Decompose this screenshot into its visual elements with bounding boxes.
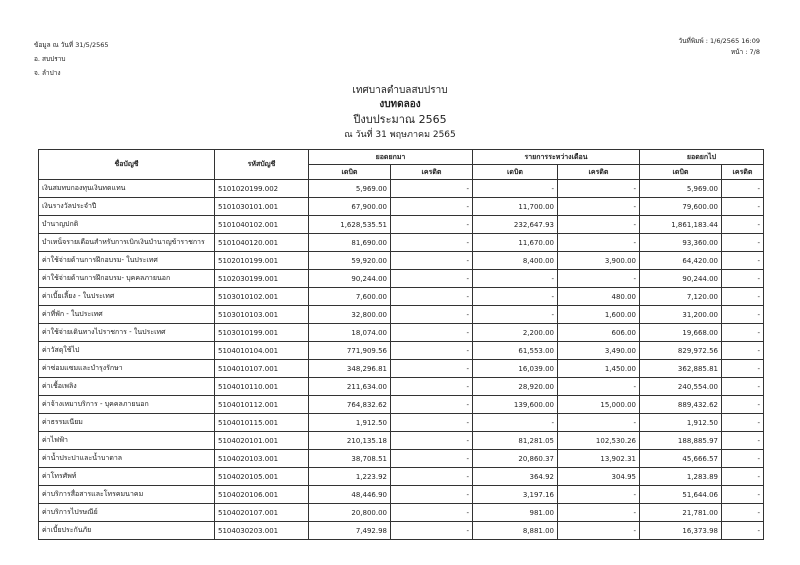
cell-account-name: ค่าเบี้ยเลี้ยง - ในประเทศ [39, 288, 215, 306]
table-row [39, 396, 764, 414]
cell-account-code: 5102010199.001 [215, 252, 309, 270]
cell-during-debit: 28,920.00 [473, 378, 558, 396]
cell-account-code: 5104010110.001 [215, 378, 309, 396]
cell-account-name: ค่าเชื้อเพลิง [39, 378, 215, 396]
cell-closing-credit: - [722, 504, 764, 522]
cell-during-debit: 81,281.05 [473, 432, 558, 450]
cell-during-credit: - [558, 378, 640, 396]
cell-closing-debit: 64,420.00 [640, 252, 722, 270]
cell-closing-debit: 5,969.00 [640, 180, 722, 198]
cell-opening-credit: - [391, 486, 473, 504]
cell-during-credit: - [558, 504, 640, 522]
cell-closing-credit: - [722, 306, 764, 324]
cell-during-debit: 8,881.00 [473, 522, 558, 540]
cell-account-name: ค่าจ้างเหมาบริการ - บุคคลภายนอก [39, 396, 215, 414]
cell-closing-debit: 1,283.89 [640, 468, 722, 486]
cell-opening-credit: - [391, 432, 473, 450]
page-number: หน้า : 7/8 [730, 48, 760, 56]
cell-closing-debit: 31,200.00 [640, 306, 722, 324]
cell-closing-credit: - [722, 198, 764, 216]
cell-during-credit: 1,450.00 [558, 360, 640, 378]
cell-account-name: ค่าธรรมเนียม [39, 414, 215, 432]
cell-opening-credit: - [391, 198, 473, 216]
col-during-credit: เครดิต [558, 165, 640, 180]
cell-account-name: ค่าน้ำประปาและน้ำบาดาล [39, 450, 215, 468]
cell-opening-credit: - [391, 252, 473, 270]
cell-account-name: ค่าไฟฟ้า [39, 432, 215, 450]
cell-account-name: ค่าใช้จ่ายด้านการฝึกอบรม- ในประเทศ [39, 252, 215, 270]
cell-opening-credit: - [391, 180, 473, 198]
cell-closing-debit: 16,373.98 [640, 522, 722, 540]
col-closing-credit: เครดิต [722, 165, 764, 180]
cell-closing-credit: - [722, 342, 764, 360]
cell-closing-credit: - [722, 270, 764, 288]
cell-closing-debit: 188,885.97 [640, 432, 722, 450]
cell-closing-credit: - [722, 288, 764, 306]
cell-account-code: 5104030203.001 [215, 522, 309, 540]
cell-closing-debit: 1,912.50 [640, 414, 722, 432]
table-row [39, 432, 764, 450]
cell-during-credit: 304.95 [558, 468, 640, 486]
cell-opening-debit: 348,296.81 [309, 360, 391, 378]
cell-closing-debit: 362,885.81 [640, 360, 722, 378]
district: อ. สบปราบ [34, 55, 66, 63]
table-row [39, 180, 764, 198]
cell-account-name: ค่าบริการสื่อสารและโทรคมนาคม [39, 486, 215, 504]
table-row [39, 378, 764, 396]
cell-account-code: 5104010104.001 [215, 342, 309, 360]
cell-account-code: 5104020105.001 [215, 468, 309, 486]
cell-opening-debit: 1,223.92 [309, 468, 391, 486]
table-row [39, 468, 764, 486]
cell-closing-debit: 90,244.00 [640, 270, 722, 288]
cell-closing-credit: - [722, 324, 764, 342]
cell-during-credit: 3,900.00 [558, 252, 640, 270]
cell-opening-debit: 211,634.00 [309, 378, 391, 396]
table-row [39, 270, 764, 288]
cell-opening-debit: 1,912.50 [309, 414, 391, 432]
cell-account-code: 5103010102.001 [215, 288, 309, 306]
col-opening-debit: เดบิต [309, 165, 391, 180]
cell-during-credit: - [558, 522, 640, 540]
cell-account-name: ค่าที่พัก - ในประเทศ [39, 306, 215, 324]
table-row [39, 522, 764, 540]
cell-closing-credit: - [722, 414, 764, 432]
cell-opening-credit: - [391, 288, 473, 306]
cell-account-name: ค่าใช้จ่ายด้านการฝึกอบรม- บุคคลภายนอก [39, 270, 215, 288]
cell-account-code: 5101020199.002 [215, 180, 309, 198]
cell-closing-credit: - [722, 396, 764, 414]
cell-opening-credit: - [391, 450, 473, 468]
cell-account-code: 5101030101.001 [215, 198, 309, 216]
cell-opening-debit: 5,969.00 [309, 180, 391, 198]
cell-account-name: ค่าโทรศัพท์ [39, 468, 215, 486]
cell-opening-credit: - [391, 360, 473, 378]
col-during-debit: เดบิต [473, 165, 558, 180]
cell-during-debit: 11,670.00 [473, 234, 558, 252]
col-closing-debit: เดบิต [640, 165, 722, 180]
cell-opening-credit: - [391, 324, 473, 342]
cell-during-debit: 981.00 [473, 504, 558, 522]
col-account-code: รหัสบัญชี [215, 150, 309, 180]
col-account-name: ชื่อบัญชี [39, 150, 215, 180]
cell-during-debit: 11,700.00 [473, 198, 558, 216]
cell-account-name: ค่าบริการไปรษณีย์ [39, 504, 215, 522]
cell-account-name: ค่าเบี้ยประกันภัย [39, 522, 215, 540]
table-row [39, 252, 764, 270]
cell-opening-debit: 90,244.00 [309, 270, 391, 288]
table-row [39, 288, 764, 306]
cell-closing-credit: - [722, 216, 764, 234]
cell-during-credit: - [558, 486, 640, 504]
cell-closing-debit: 93,360.00 [640, 234, 722, 252]
cell-account-code: 5104010115.001 [215, 414, 309, 432]
cell-opening-credit: - [391, 306, 473, 324]
cell-opening-credit: - [391, 468, 473, 486]
table-row [39, 486, 764, 504]
cell-closing-credit: - [722, 486, 764, 504]
cell-during-debit: 61,553.00 [473, 342, 558, 360]
trial-balance-table [38, 149, 764, 540]
cell-opening-credit: - [391, 234, 473, 252]
cell-closing-credit: - [722, 180, 764, 198]
cell-account-code: 5103010103.001 [215, 306, 309, 324]
cell-opening-debit: 771,909.56 [309, 342, 391, 360]
cell-during-credit: 480.00 [558, 288, 640, 306]
cell-opening-debit: 7,600.00 [309, 288, 391, 306]
cell-account-code: 5104010112.001 [215, 396, 309, 414]
cell-opening-debit: 210,135.18 [309, 432, 391, 450]
cell-opening-debit: 32,800.00 [309, 306, 391, 324]
cell-opening-debit: 59,920.00 [309, 252, 391, 270]
cell-account-code: 5104020103.001 [215, 450, 309, 468]
cell-opening-debit: 7,492.98 [309, 522, 391, 540]
cell-account-name: บำนาญปกติ [39, 216, 215, 234]
cell-closing-debit: 79,600.00 [640, 198, 722, 216]
table-row [39, 450, 764, 468]
cell-account-name: ค่าใช้จ่ายเดินทางไปราชการ - ในประเทศ [39, 324, 215, 342]
cell-opening-debit: 81,690.00 [309, 234, 391, 252]
table-row [39, 414, 764, 432]
cell-during-debit: - [473, 306, 558, 324]
cell-during-debit: - [473, 414, 558, 432]
table-row [39, 216, 764, 234]
cell-closing-credit: - [722, 450, 764, 468]
cell-during-debit: 16,039.00 [473, 360, 558, 378]
cell-account-code: 5101040102.001 [215, 216, 309, 234]
cell-during-debit: - [473, 288, 558, 306]
cell-during-credit: - [558, 198, 640, 216]
col-closing: ยอดยกไป [640, 150, 764, 165]
header-row-1 [39, 150, 764, 165]
fiscal-year: ปีงบประมาณ 2565 [353, 113, 447, 126]
cell-during-credit: - [558, 216, 640, 234]
cell-opening-debit: 48,446.90 [309, 486, 391, 504]
cell-closing-debit: 7,120.00 [640, 288, 722, 306]
cell-opening-debit: 764,832.62 [309, 396, 391, 414]
cell-opening-credit: - [391, 378, 473, 396]
cell-closing-credit: - [722, 522, 764, 540]
cell-opening-debit: 1,628,535.51 [309, 216, 391, 234]
cell-closing-debit: 889,432.62 [640, 396, 722, 414]
cell-account-code: 5104020106.001 [215, 486, 309, 504]
cell-closing-debit: 829,972.56 [640, 342, 722, 360]
cell-account-name: ค่าวัสดุใช้ไป [39, 342, 215, 360]
cell-closing-debit: 240,554.00 [640, 378, 722, 396]
province: จ. ลำปาง [34, 69, 61, 77]
cell-closing-debit: 21,781.00 [640, 504, 722, 522]
cell-opening-debit: 38,708.51 [309, 450, 391, 468]
col-opening-credit: เครดิต [391, 165, 473, 180]
cell-during-debit: - [473, 270, 558, 288]
cell-opening-debit: 18,074.00 [309, 324, 391, 342]
cell-account-code: 5101040120.001 [215, 234, 309, 252]
cell-account-name: ค่าซ่อมแซมและบำรุงรักษา [39, 360, 215, 378]
cell-during-credit: 1,600.00 [558, 306, 640, 324]
cell-opening-credit: - [391, 504, 473, 522]
cell-account-name: เงินสมทบกองทุนเงินทดแทน [39, 180, 215, 198]
cell-during-debit: 139,600.00 [473, 396, 558, 414]
cell-account-code: 5104020101.001 [215, 432, 309, 450]
cell-closing-credit: - [722, 468, 764, 486]
cell-closing-credit: - [722, 432, 764, 450]
cell-during-debit: 20,860.37 [473, 450, 558, 468]
col-opening: ยอดยกมา [309, 150, 473, 165]
table-row [39, 234, 764, 252]
cell-during-credit: - [558, 414, 640, 432]
cell-during-credit: 102,530.26 [558, 432, 640, 450]
cell-closing-credit: - [722, 234, 764, 252]
cell-during-credit: 13,902.31 [558, 450, 640, 468]
col-during-month: รายการระหว่างเดือน [473, 150, 640, 165]
cell-opening-credit: - [391, 270, 473, 288]
cell-during-credit: 606.00 [558, 324, 640, 342]
cell-closing-debit: 1,861,183.44 [640, 216, 722, 234]
data-as-of: ข้อมูล ณ วันที่ 31/5/2565 [34, 41, 109, 49]
cell-account-name: บำเหน็จรายเดือนสำหรับการเบิกเงินบำนาญข้าราชการ [39, 234, 215, 252]
cell-opening-credit: - [391, 216, 473, 234]
cell-closing-debit: 51,644.06 [640, 486, 722, 504]
cell-during-credit: - [558, 270, 640, 288]
cell-account-code: 5103010199.001 [215, 324, 309, 342]
cell-closing-credit: - [722, 360, 764, 378]
table-row [39, 504, 764, 522]
organization-name: เทศบาลตำบลสบปราบ [352, 85, 448, 96]
print-date: วันที่พิมพ์ : 1/6/2565 16:09 [678, 37, 760, 45]
table-row [39, 198, 764, 216]
cell-opening-credit: - [391, 522, 473, 540]
cell-during-credit: 3,490.00 [558, 342, 640, 360]
cell-opening-debit: 67,900.00 [309, 198, 391, 216]
cell-account-code: 5102030199.001 [215, 270, 309, 288]
cell-closing-debit: 45,666.57 [640, 450, 722, 468]
cell-account-code: 5104020107.001 [215, 504, 309, 522]
cell-opening-credit: - [391, 396, 473, 414]
cell-during-debit: 2,200.00 [473, 324, 558, 342]
cell-closing-credit: - [722, 252, 764, 270]
cell-during-debit: 364.92 [473, 468, 558, 486]
table-row [39, 306, 764, 324]
cell-account-name: เงินรางวัลประจำปี [39, 198, 215, 216]
cell-during-debit: 3,197.16 [473, 486, 558, 504]
cell-account-code: 5104010107.001 [215, 360, 309, 378]
cell-during-debit: - [473, 180, 558, 198]
cell-opening-credit: - [391, 342, 473, 360]
table-row [39, 324, 764, 342]
report-title: งบทดลอง [379, 99, 421, 110]
as-of-date: ณ วันที่ 31 พฤษภาคม 2565 [344, 130, 456, 140]
cell-during-credit: 15,000.00 [558, 396, 640, 414]
cell-during-credit: - [558, 234, 640, 252]
cell-during-debit: 8,400.00 [473, 252, 558, 270]
cell-during-credit: - [558, 180, 640, 198]
table-row [39, 342, 764, 360]
cell-during-debit: 232,647.93 [473, 216, 558, 234]
cell-opening-debit: 20,800.00 [309, 504, 391, 522]
cell-opening-credit: - [391, 414, 473, 432]
table-row [39, 360, 764, 378]
cell-closing-credit: - [722, 378, 764, 396]
cell-closing-debit: 19,668.00 [640, 324, 722, 342]
